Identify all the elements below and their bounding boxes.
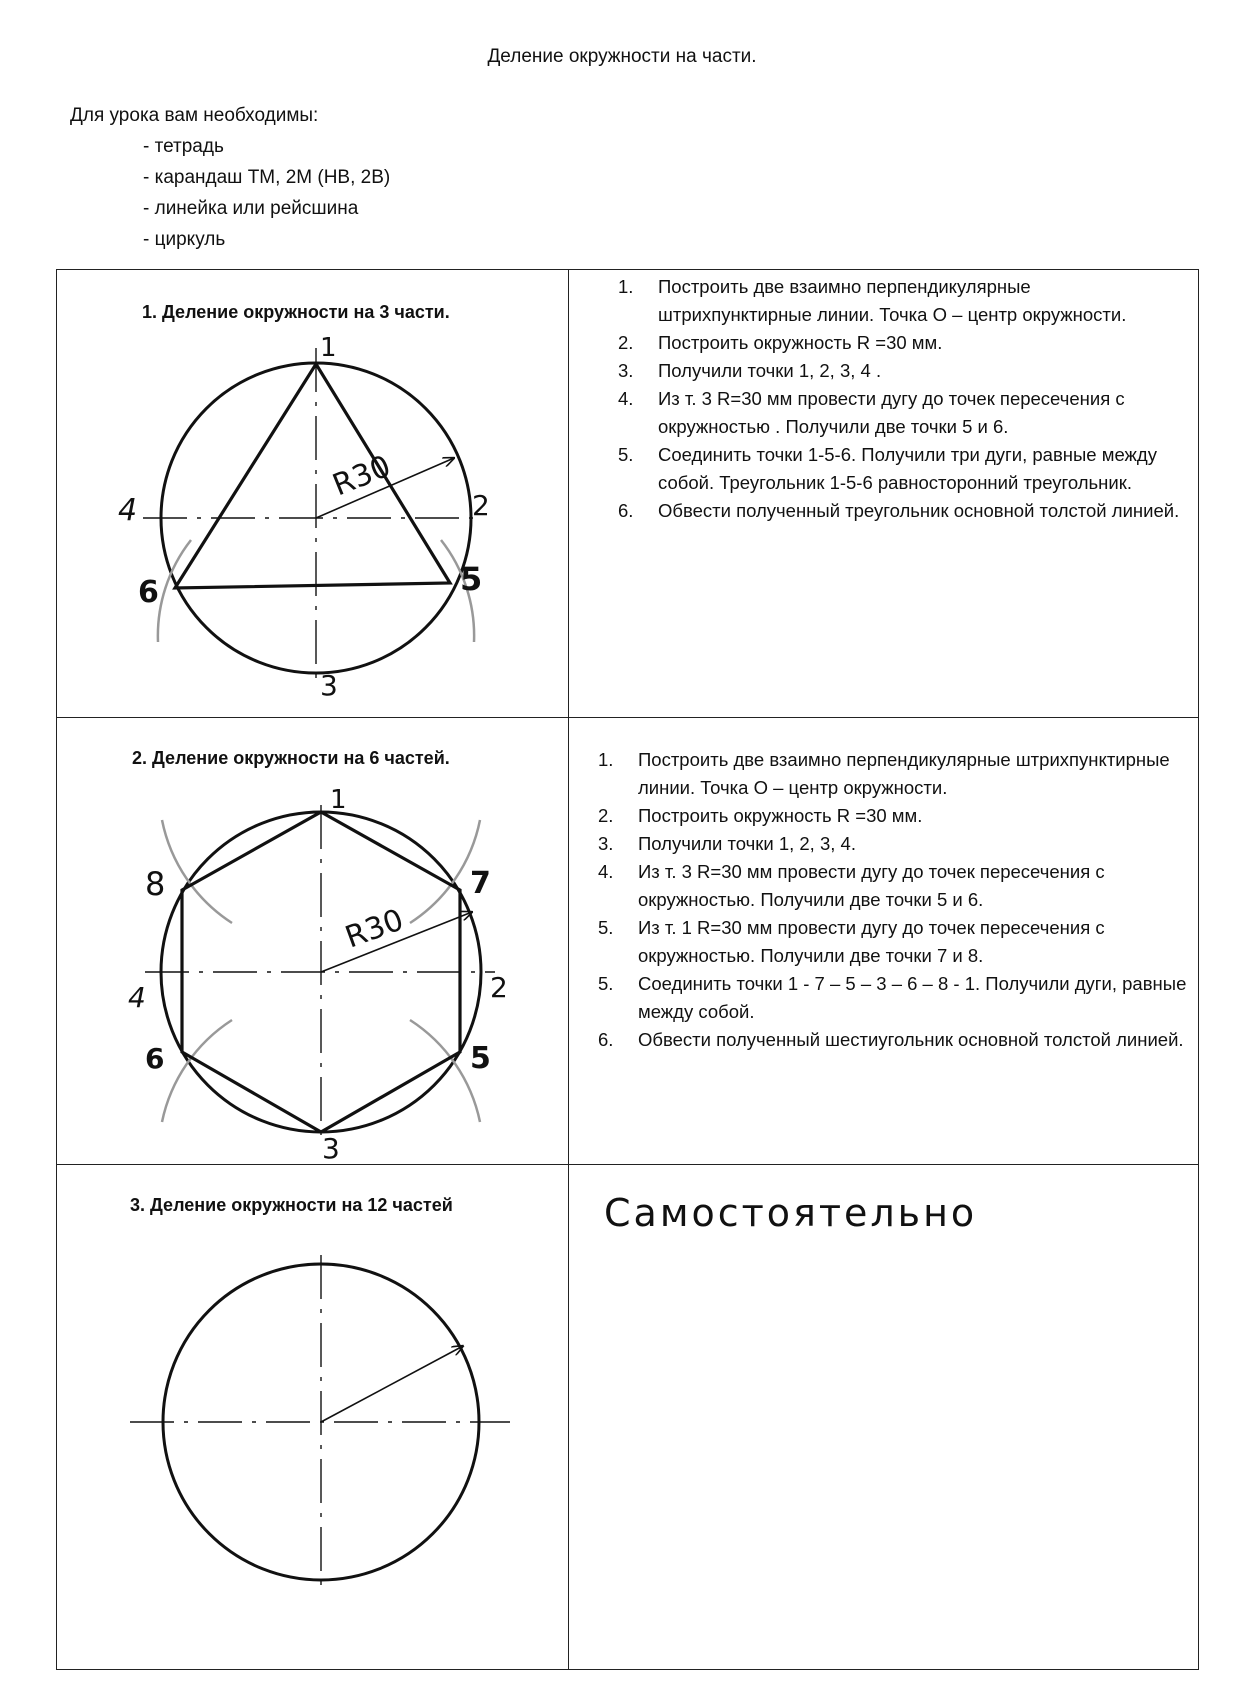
step-number: 3. <box>618 360 634 381</box>
point-label-4: 4 <box>128 981 146 1014</box>
radius-label: R30 <box>340 902 409 956</box>
step-number: 4. <box>598 861 614 882</box>
supply-item: - тетрадь <box>143 136 224 157</box>
supply-item: - карандаш ТМ, 2М (НВ, 2В) <box>143 167 391 188</box>
step-text: Построить две взаимно перпендикулярные штрихпунктирные линии. Точка О – центр окружности. <box>658 276 1127 325</box>
step-number: 4. <box>618 388 634 409</box>
figure-2-hexagon <box>128 785 508 1165</box>
step-text: Соединить точки 1 - 7 – 5 – 3 – 6 – 8 - 1. Получили дуги, равные между собой. <box>638 973 1187 1022</box>
construction-arc <box>158 540 191 642</box>
step-text: Получили точки 1, 2, 3, 4. <box>638 833 856 854</box>
step-text: Обвести полученный треугольник основной толстой линией. <box>658 500 1180 521</box>
step-number: 1. <box>618 276 634 297</box>
step-text: Из т. 1 R=30 мм провести дугу до точек пересечения с окружностью. Получили две точки 7 и 8. <box>638 917 1105 966</box>
figure-3-circle <box>130 1255 510 1592</box>
step-text: Построить окружность R =30 мм. <box>658 332 943 353</box>
step-text: Обвести полученный шестиугольник основной толстой линией. <box>638 1029 1184 1050</box>
point-label-3: 3 <box>320 669 338 702</box>
page-title: Деление окружности на части. <box>487 46 757 67</box>
step-number: 6. <box>618 500 634 521</box>
step-number: 5. <box>618 444 634 465</box>
point-label-5: 5 <box>470 1041 491 1076</box>
section-2-title: 2. Деление окружности на 6 частей. <box>132 748 450 768</box>
radius-arrow <box>321 1346 463 1422</box>
step-number: 5. <box>598 917 614 938</box>
supply-item: - циркуль <box>143 229 226 250</box>
section-1-title: 1. Деление окружности на 3 части. <box>142 302 450 322</box>
step-number: 3. <box>598 833 614 854</box>
point-label-2: 2 <box>472 489 490 522</box>
section-3-title: 3. Деление окружности на 12 частей <box>130 1195 453 1215</box>
step-number: 6. <box>598 1029 614 1050</box>
step-text: Получили точки 1, 2, 3, 4 . <box>658 360 882 381</box>
point-label-2: 2 <box>490 971 508 1004</box>
point-label-8: 8 <box>145 865 166 903</box>
step-text: Из т. 3 R=30 мм провести дугу до точек пересечения с окружностью . Получили две точки 5 и 6. <box>658 388 1125 437</box>
step-text: Построить окружность R =30 мм. <box>638 805 923 826</box>
point-label-7: 7 <box>470 866 491 901</box>
radius-label: R30 <box>327 448 396 504</box>
point-label-4: 4 <box>118 493 138 528</box>
step-number: 2. <box>618 332 634 353</box>
supply-item: - линейка или рейсшина <box>143 198 359 219</box>
step-number: 1. <box>598 749 614 770</box>
point-label-5: 5 <box>460 560 483 598</box>
point-label-6: 6 <box>138 575 159 610</box>
point-label-3: 3 <box>322 1132 340 1165</box>
step-text: Соединить точки 1-5-6. Получили три дуги, равные между собой. Треугольник 1-5-6 равносторонний треугольник. <box>658 444 1157 493</box>
step-number: 5. <box>598 973 614 994</box>
step-text: Построить две взаимно перпендикулярные штрихпунктирные линии. Точка О – центр окружности. <box>638 749 1170 798</box>
figure-1-triangle <box>118 333 490 702</box>
point-label-6: 6 <box>145 1042 165 1075</box>
supplies-heading: Для урока вам необходимы: <box>70 105 319 126</box>
handwritten-note: Самостоятельно <box>604 1191 978 1235</box>
step-text: Из т. 3 R=30 мм провести дугу до точек пересечения с окружностью. Получили две точки 5 и 6. <box>638 861 1105 910</box>
point-label-1: 1 <box>330 785 347 815</box>
point-label-1: 1 <box>320 333 337 363</box>
step-number: 2. <box>598 805 614 826</box>
